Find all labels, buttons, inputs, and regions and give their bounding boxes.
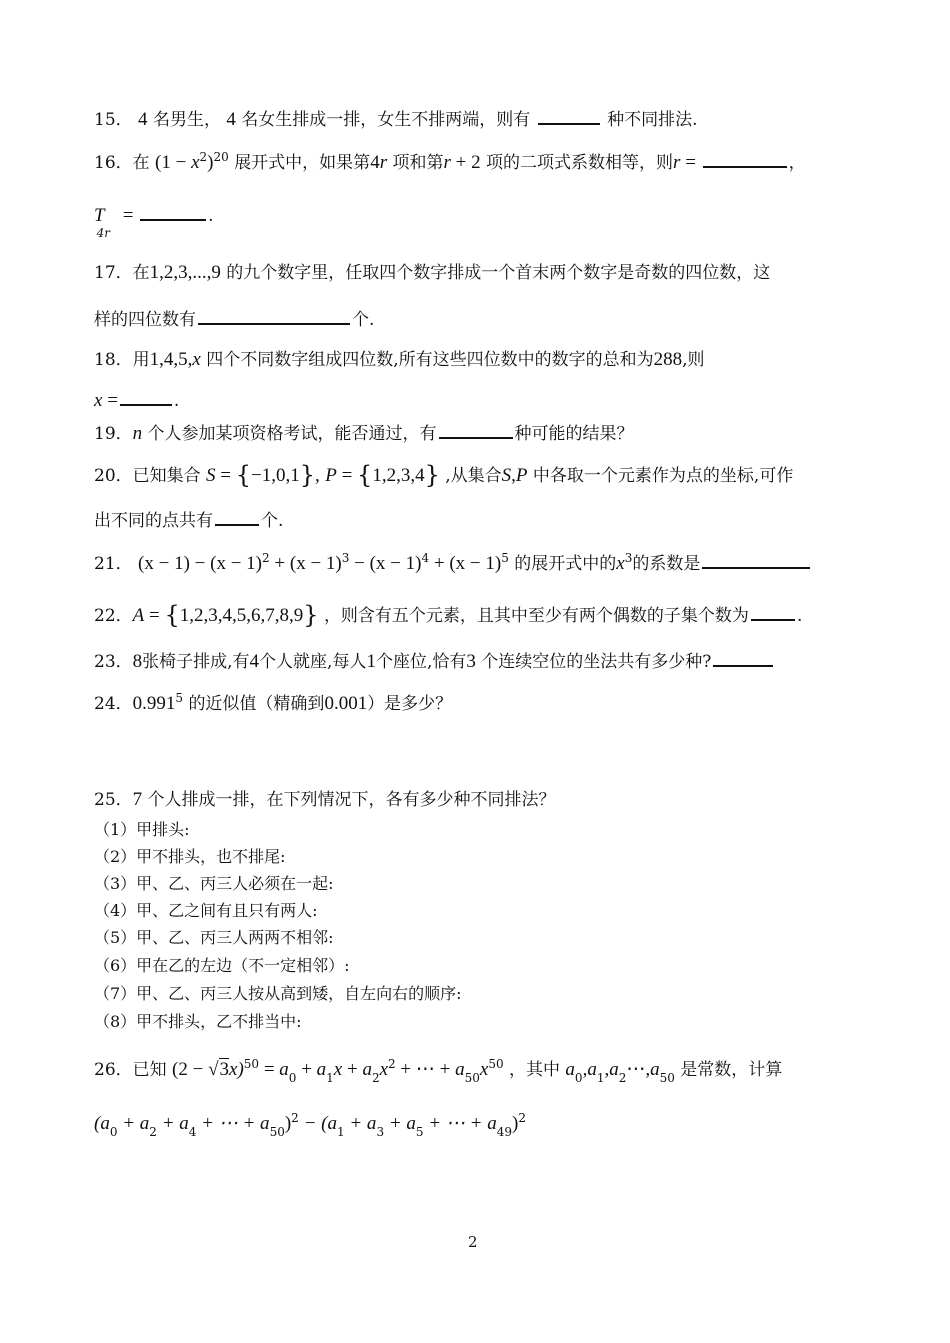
answer-blank[interactable]: [538, 107, 600, 125]
list-item: （2）甲不排头，也不排尾:: [94, 847, 286, 866]
question-26: 26．已知 $(2 - √3x)^{50} = a_0 + a_1x + a_2x^2$ + ⋯ + $a_{50}x^{50}$ ，其中 $a_0,a_1,a_2\cdots,a_{50}$ 是常数，计算: [94, 1057, 783, 1085]
list-item: （5）甲、乙、丙三人两两不相邻:: [94, 928, 334, 947]
answer-blank[interactable]: [439, 421, 513, 439]
list-item: （8）甲不排头，乙不排当中:: [94, 1012, 302, 1031]
question-26-part2: ($a_0 + a_2 + a_4$ + ⋯ + $a_{50})^2 - (a_1 + a_3 + a_5$ + ⋯ + $a_{49})^2$: [94, 1111, 526, 1139]
question-25: 25．7 个人排成一排，在下列情况下，各有多少种不同排法？: [94, 789, 556, 810]
list-item: （7）甲、乙、丙三人按从高到矮，自左向右的顺序:: [94, 984, 462, 1003]
answer-blank[interactable]: [198, 307, 350, 325]
question-number: 15．: [94, 110, 133, 130]
question-17: 17．在1,2,3,...,9 的九个数字里，任取四个数字排成一个首末两个数字是奇数的四位数，这: [94, 262, 771, 283]
list-item: （6）甲在乙的左边（不一定相邻）:: [94, 956, 350, 975]
answer-blank[interactable]: [703, 150, 787, 168]
question-20: 20．已知集合 S = {−1,0,1}, P = {1,2,3,4} ,从集合S,P 中各取一个元素作为点的坐标,可作: [94, 461, 794, 489]
answer-blank[interactable]: [215, 508, 259, 526]
page-number: 2: [468, 1233, 478, 1251]
list-item: （4）甲、乙之间有且只有两人:: [94, 901, 318, 920]
answer-blank[interactable]: [702, 551, 810, 569]
question-18-part2: x = .: [94, 390, 180, 411]
answer-blank[interactable]: [140, 203, 206, 221]
answer-blank[interactable]: [713, 649, 773, 667]
answer-blank[interactable]: [120, 388, 172, 406]
list-item: （1）甲排头:: [94, 820, 190, 839]
question-20-part2: 出不同的点共有 个.: [94, 508, 283, 532]
question-23: 23．8张椅子排成,有4个人就座,每人1个座位,恰有3 个连续空位的坐法共有多少种?: [94, 649, 775, 673]
question-15: 15． 4 名男生， 4 名女生排成一排，女生不排两端，则有 种不同排法.: [94, 109, 698, 130]
question-22: 22．A = {1,2,3,4,5,6,7,8,9} ，则含有五个元素，且其中至少有两个偶数的子集个数为 .: [94, 601, 803, 629]
question-24: 24．0.991$^5$ 的近似值（精确到0.001）是多少？: [94, 691, 453, 714]
list-item: （3）甲、乙、丙三人必须在一起:: [94, 874, 334, 893]
question-16-part2: $T_{4r}$ = .: [94, 205, 214, 240]
question-18: 18．用1,4,5,x 四个不同数字组成四位数,所有这些四位数中的数字的总和为288,则: [94, 349, 705, 370]
question-21: 21． $(x - 1) - (x - 1)^2 + (x - 1)^3 - (x - 1)^4 + (x - 1)^5$ 的展开式中的$x^3$的系数是: [94, 551, 812, 576]
question-19: 19．n 个人参加某项资格考试，能否通过，有 种可能的结果？: [94, 423, 634, 444]
answer-blank[interactable]: [751, 603, 795, 621]
question-16: 16．在 $(1 - x^2)^{20}$ 展开式中，如果第4r 项和第r + 2 项的二项式系数相等，则r = ，: [94, 150, 806, 173]
question-17-part2: 样的四位数有 个.: [94, 307, 374, 331]
